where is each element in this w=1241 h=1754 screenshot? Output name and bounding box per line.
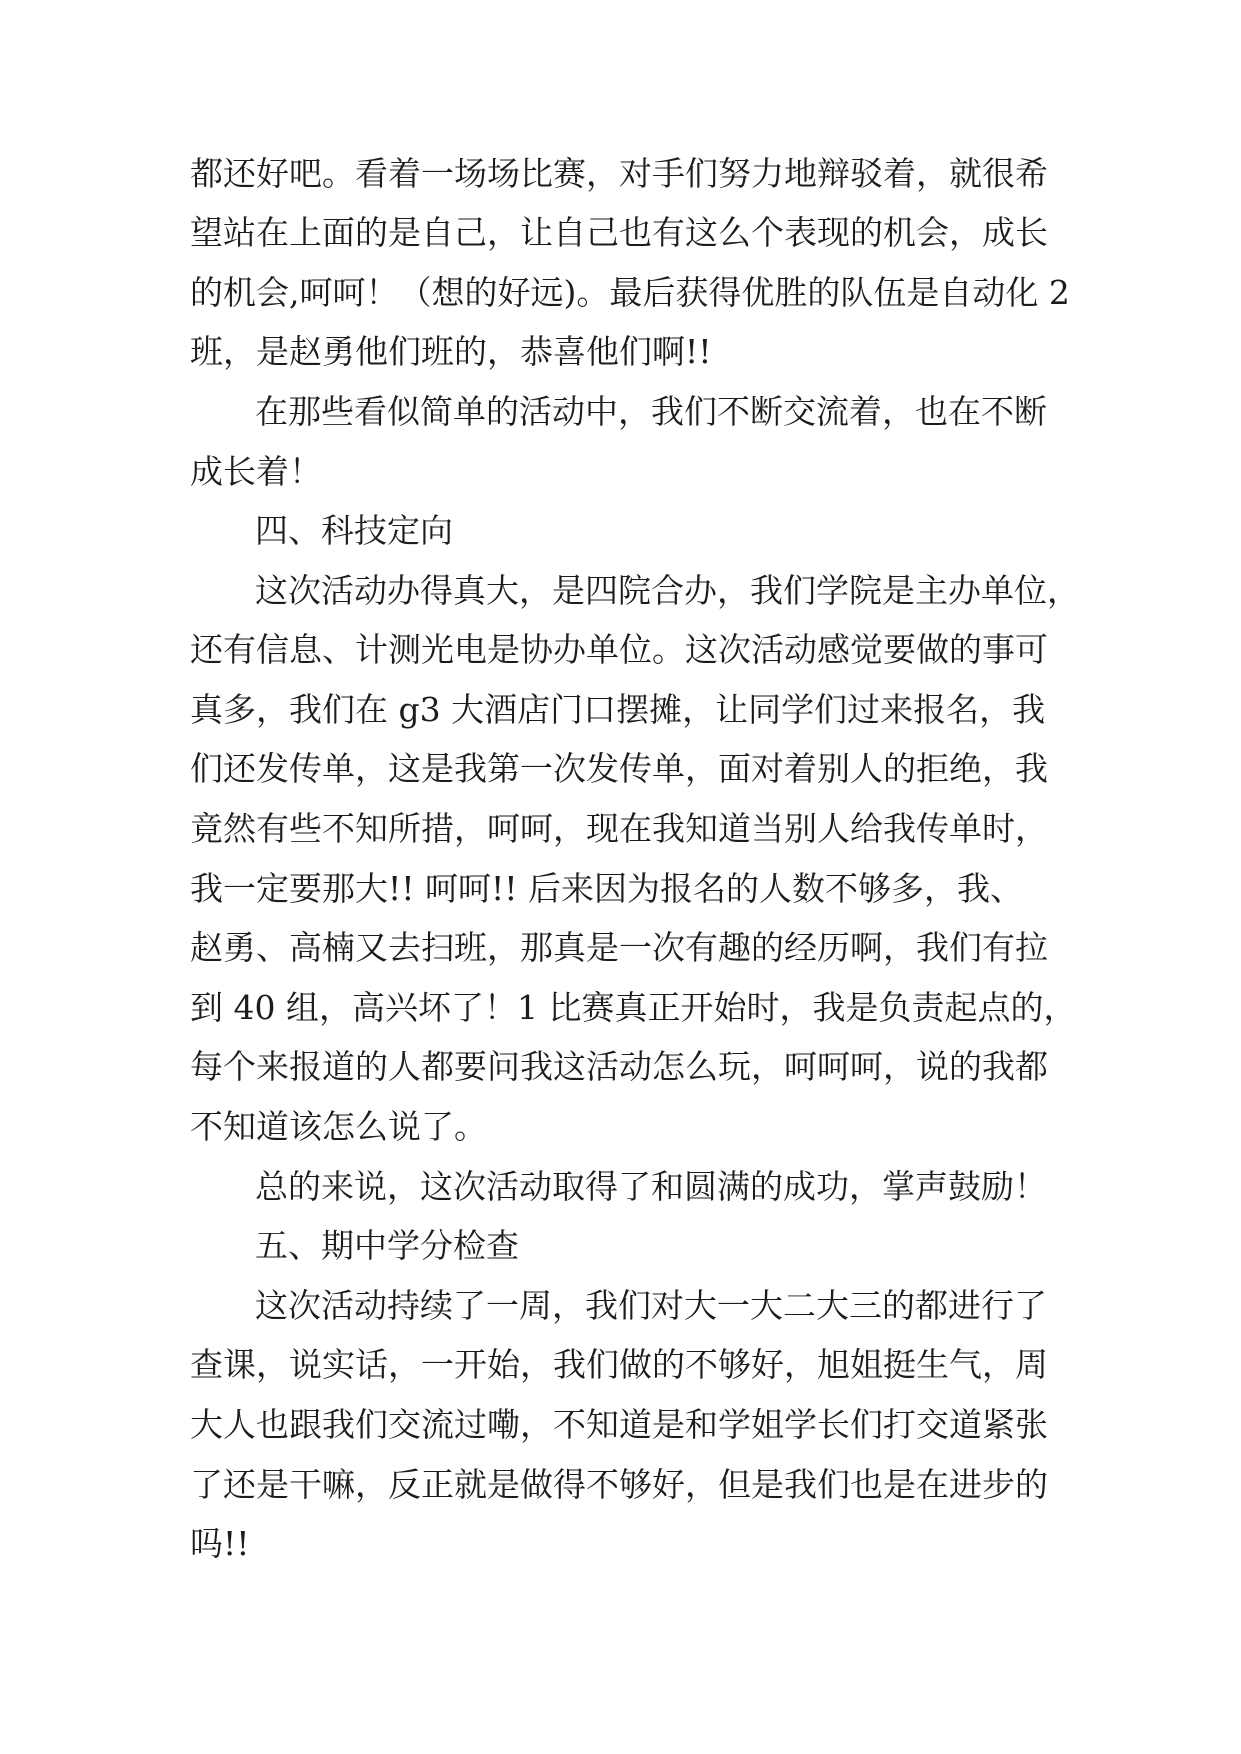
text-line: 还有信息、计测光电是协办单位。这次活动感觉要做的事可 (190, 630, 1048, 669)
text-line: 了还是干嘛，反正就是做得不够好，但是我们也是在进步的 (190, 1465, 1048, 1504)
text-line: 这次活动持续了一周，我们对大一大二大三的都进行了 (255, 1286, 1047, 1325)
text-line: 到 40 组，高兴坏了！1 比赛真正开始时，我是负责起点的， (190, 988, 1077, 1027)
text-line: 赵勇、高楠又去扫班，那真是一次有趣的经历啊，我们有拉 (190, 928, 1048, 967)
text-line: 成长着！ (190, 452, 322, 491)
text-line: 总的来说，这次活动取得了和圆满的成功，掌声鼓励！ (255, 1167, 1047, 1206)
text-line: 查课，说实话，一开始，我们做的不够好，旭姐挺生气，周 (190, 1345, 1048, 1384)
text-line: 真多，我们在 g3 大酒店门口摆摊，让同学们过来报名，我 (190, 690, 1046, 729)
section-heading: 五、期中学分检查 (255, 1226, 519, 1265)
text-line: 吗!! (190, 1524, 250, 1563)
text-line: 班，是赵勇他们班的，恭喜他们啊!! (190, 332, 712, 371)
text-line: 大人也跟我们交流过嘞，不知道是和学姐学长们打交道紧张 (190, 1405, 1048, 1444)
text-line: 这次活动办得真大，是四院合办，我们学院是主办单位， (255, 571, 1080, 610)
text-line: 我一定要那大!! 呵呵!! 后来因为报名的人数不够多，我、 (190, 869, 1024, 908)
text-line: 都还好吧。看着一场场比赛，对手们努力地辩驳着，就很希 (190, 154, 1048, 193)
text-line: 在那些看似简单的活动中，我们不断交流着，也在不断 (255, 392, 1047, 431)
text-line: 望站在上面的是自己，让自己也有这么个表现的机会，成长 (190, 213, 1048, 252)
text-line: 每个来报道的人都要问我这活动怎么玩，呵呵呵，说的我都 (190, 1047, 1048, 1086)
section-heading: 四、科技定向 (255, 511, 453, 550)
text-line: 的机会,呵呵！（想的好远)。最后获得优胜的队伍是自动化 2 (190, 273, 1070, 312)
text-line: 竟然有些不知所措，呵呵，现在我知道当别人给我传单时， (190, 809, 1048, 848)
text-line: 们还发传单，这是我第一次发传单，面对着别人的拒绝，我 (190, 749, 1048, 788)
text-line: 不知道该怎么说了。 (190, 1107, 487, 1146)
